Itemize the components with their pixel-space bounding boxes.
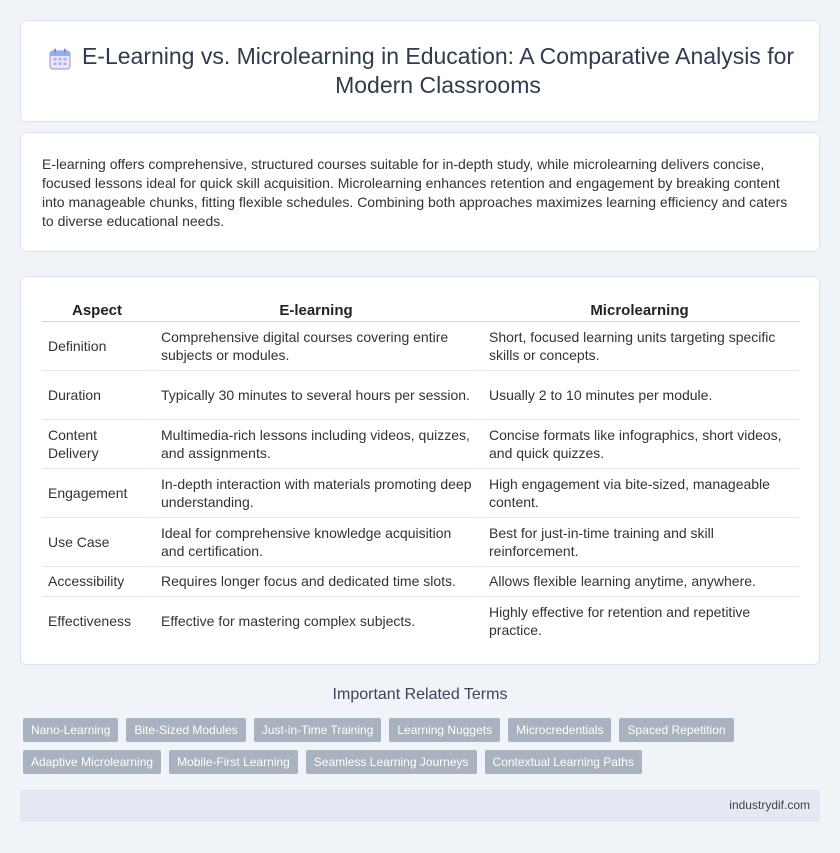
related-term-tag[interactable]: Adaptive Microlearning bbox=[23, 750, 161, 774]
column-header-microlearning: Microlearning bbox=[480, 297, 799, 321]
microlearning-cell: Best for just-in-time training and skill reinforcement. bbox=[480, 517, 799, 566]
related-term-tag[interactable]: Spaced Repetition bbox=[619, 718, 733, 742]
related-term-tag[interactable]: Nano-Learning bbox=[23, 718, 118, 742]
intro-card bbox=[20, 132, 820, 252]
table-row bbox=[42, 566, 799, 596]
table-row bbox=[42, 468, 799, 517]
microlearning-cell: Allows flexible learning anytime, anywhere. bbox=[480, 566, 799, 596]
title-card bbox=[20, 20, 820, 122]
related-terms-heading: Important Related Terms bbox=[332, 686, 508, 703]
elearning-cell: In-depth interaction with materials promoting deep understanding. bbox=[152, 468, 480, 517]
aspect-cell: Engagement bbox=[42, 468, 152, 517]
related-terms-tags bbox=[23, 718, 803, 774]
aspect-cell: Content Delivery bbox=[42, 419, 152, 468]
related-term-tag[interactable]: Seamless Learning Journeys bbox=[306, 750, 477, 774]
intro-text: E-learning offers comprehensive, structured courses suitable for in-depth study, while microlearning delivers concise, focused lessons ideal for quick skill acquisition. Microlearning enhances retention and engagement by breaking content into manageable chunks, fitting flexible schedules. Combining both approaches maximizes learning efficiency and caters to diverse educational needs. bbox=[42, 156, 788, 229]
elearning-cell: Effective for mastering complex subjects. bbox=[152, 596, 480, 645]
aspect-cell: Use Case bbox=[42, 517, 152, 566]
footer-site-link[interactable]: industrydif.com bbox=[729, 798, 810, 812]
column-header-aspect: Aspect bbox=[42, 297, 152, 321]
microlearning-cell: Highly effective for retention and repetitive practice. bbox=[480, 596, 799, 645]
aspect-cell: Accessibility bbox=[42, 566, 152, 596]
table-header-row bbox=[42, 297, 799, 321]
related-term-tag[interactable]: Mobile-First Learning bbox=[169, 750, 298, 774]
microlearning-cell: High engagement via bite-sized, manageable content. bbox=[480, 468, 799, 517]
microlearning-cell: Short, focused learning units targeting specific skills or concepts. bbox=[480, 321, 799, 370]
elearning-cell: Multimedia-rich lessons including videos, quizzes, and assignments. bbox=[152, 419, 480, 468]
column-header-elearning: E-learning bbox=[152, 297, 480, 321]
footer bbox=[20, 790, 820, 822]
elearning-cell: Comprehensive digital courses covering entire subjects or modules. bbox=[152, 321, 480, 370]
related-term-tag[interactable]: Microcredentials bbox=[508, 718, 611, 742]
microlearning-cell: Concise formats like infographics, short videos, and quick quizzes. bbox=[480, 419, 799, 468]
related-term-tag[interactable]: Bite-Sized Modules bbox=[126, 718, 245, 742]
table-row bbox=[42, 370, 799, 419]
table-row bbox=[42, 596, 799, 645]
related-term-tag[interactable]: Just-in-Time Training bbox=[254, 718, 382, 742]
elearning-cell: Ideal for comprehensive knowledge acquisition and certification. bbox=[152, 517, 480, 566]
elearning-cell: Requires longer focus and dedicated time slots. bbox=[152, 566, 480, 596]
related-term-tag[interactable]: Learning Nuggets bbox=[389, 718, 500, 742]
page-title: E-Learning vs. Microlearning in Education: A Comparative Analysis for Modern Classrooms bbox=[81, 43, 795, 98]
table-row bbox=[42, 419, 799, 468]
related-term-tag[interactable]: Contextual Learning Paths bbox=[485, 750, 642, 774]
elearning-cell: Typically 30 minutes to several hours per session. bbox=[152, 370, 480, 419]
aspect-cell: Duration bbox=[42, 370, 152, 419]
aspect-cell: Definition bbox=[42, 321, 152, 370]
table-row bbox=[42, 517, 799, 566]
comparison-table bbox=[42, 297, 799, 645]
comparison-table-card bbox=[20, 276, 820, 665]
table-row bbox=[42, 321, 799, 370]
aspect-cell: Effectiveness bbox=[48, 612, 132, 629]
microlearning-cell: Usually 2 to 10 minutes per module. bbox=[480, 370, 799, 419]
